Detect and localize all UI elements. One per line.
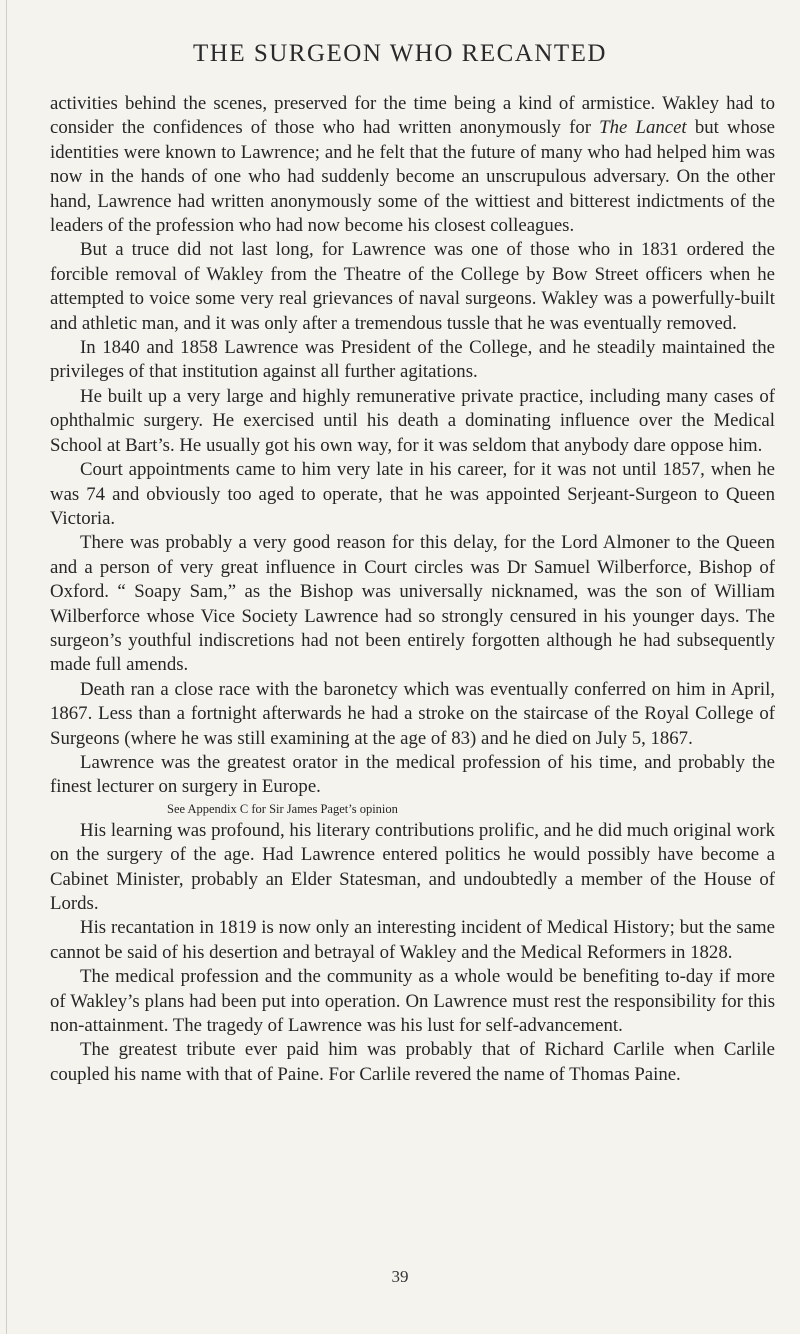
page-edge-line	[6, 0, 7, 1334]
paragraph: Death ran a close race with the baronetcy which was eventually conferred on him in April, 1867. Less than a fortnight afterwards he had a stroke on the staircase of the Royal College of Surgeons (where he was still examining at the age of 83) and he died on July 5, 1867.	[50, 678, 775, 749]
paragraph: There was probably a very good reason for this delay, for the Lord Almoner to the Queen and a person of very great influence in Court circles was Dr Samuel Wilberforce, Bishop of Oxford. “ Soapy Sam,” as the Bishop was universally nicknamed, was the son of William Wilberforce whose Vice Society Lawrence had so strongly censured in his younger days. The surgeon’s youthful indiscretions had not been entirely forgotten although he had subsequently made full amends.	[50, 532, 775, 676]
paragraph: The medical profession and the community as a whole would be benefiting to-day if more of Wakley’s plans had been put into operation. On Lawrence must rest the responsibility for this non-attainment. The tragedy of Lawrence was his lust for self-advancement.	[50, 966, 775, 1037]
paragraph: Court appointments came to him very late in his career, for it was not until 1857, when he was 74 and obviously too aged to operate, that he was appointed Serjeant-Surgeon to Queen Victoria.	[50, 459, 775, 529]
publication-title: The Lancet	[599, 117, 687, 139]
body-text	[50, 92, 775, 1087]
footnote-reference: See Appendix C for Sir James Paget’s opinion	[167, 801, 398, 816]
paragraph: The greatest tribute ever paid him was probably that of Richard Carlile when Carlile coupled his name with that of Paine. For Carlile revered the name of Thomas Paine.	[50, 1039, 775, 1085]
running-head: THE SURGEON WHO RECANTED	[193, 40, 607, 67]
page-number: 39	[391, 1267, 409, 1286]
paragraph: But a truce did not last long, for Lawrence was one of those who in 1831 ordered the forcible removal of Wakley from the Theatre of the College by Bow Street officers when he attempted to voice some very real grievances of naval surgeons. Wakley was a powerfully-built and athletic man, and it was only after a tremendous tussle that he was eventually removed.	[50, 239, 775, 334]
paragraph: In 1840 and 1858 Lawrence was President of the College, and he steadily maintained the privileges of that institution against all further agitations.	[50, 337, 775, 383]
paragraph: He built up a very large and highly remunerative private practice, including many cases of ophthalmic surgery. He exercised until his death a dominating influence over the Medical School at Bart’s. He usually got his own way, for it was seldom that anybody dare oppose him.	[50, 385, 775, 456]
paragraph: Lawrence was the greatest orator in the medical profession of his time, and probably the finest lecturer on surgery in Europe.	[50, 751, 775, 798]
paragraph: His recantation in 1819 is now only an interesting incident of Medical History; but the same cannot be said of his desertion and betrayal of Wakley and the Medical Reformers in 1828.	[50, 917, 775, 963]
paragraph: His learning was profound, his literary contributions prolific, and he did much original work on the surgery of the age. Had Lawrence entered politics he would possibly have become a Cabinet Minister, probably an Elder Statesman, and undoubtedly a member of the House of Lords.	[50, 819, 775, 914]
paragraph: activities behind the scenes, preserved for the time being a kind of armistice. Wakley had to consider the confidences of those who had written anonymously for The Lancet but whose identities were known to Lawrence; and he felt that the future of many who had helped him was now in the hands of one who had suddenly become an unscrupulous adversary. On the other hand, Lawrence had written anonymously some of the wittiest and bitterest indictments of the leaders of the profession who had now become his closest colleagues.	[50, 93, 776, 237]
